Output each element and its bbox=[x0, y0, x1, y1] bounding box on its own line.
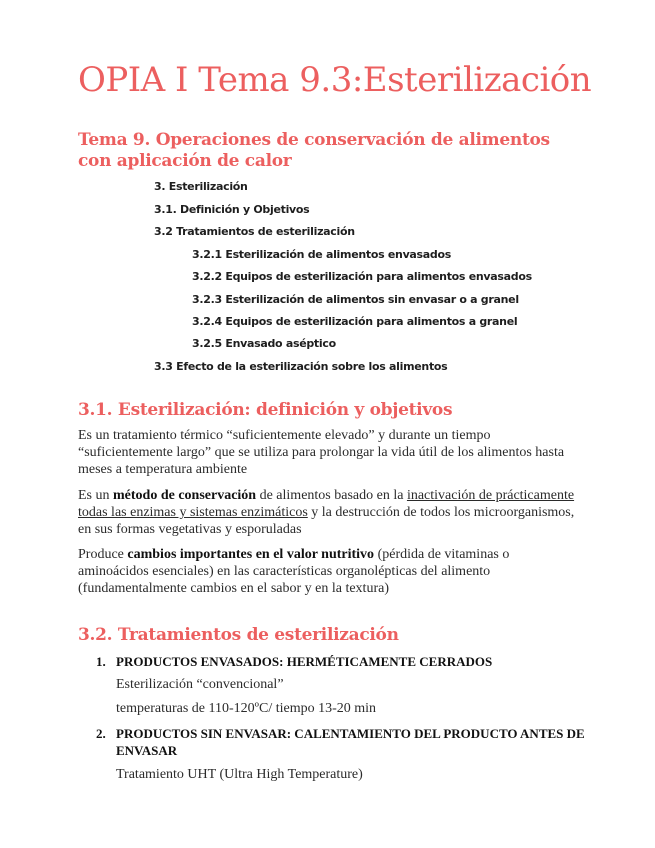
text-run: (pérdida de vitaminas o aminoácidos esenciales) en las características organolépticas del alimento (fundamentalmente cambios en el sabor y en la textura) bbox=[78, 547, 510, 596]
toc-item: 3.3 Efecto de la esterilización sobre los alimentos bbox=[154, 360, 448, 373]
toc-item: 3. Esterilización bbox=[154, 180, 248, 193]
list-number: 1. bbox=[96, 654, 106, 669]
toc-item: 3.2.5 Envasado aséptico bbox=[192, 337, 336, 350]
paragraph-definition: Es un tratamiento térmico “suficientemente elevado” y durante un tiempo “suficientemente largo” que se utiliza para prolongar la vida útil de los alimentos hasta meses a temperatura ambiente bbox=[78, 428, 565, 477]
toc-item: 3.2.1 Esterilización de alimentos envasados bbox=[192, 248, 452, 261]
paragraph-method bbox=[78, 487, 578, 538]
text-run: de alimentos basado en la bbox=[256, 488, 407, 503]
underlined-term: inactivación de prácticamente todas las enzimas y sistemas enzimáticos bbox=[78, 488, 575, 520]
list-item-heading: PRODUCTOS SIN ENVASAR: CALENTAMIENTO DEL PRODUCTO ANTES DE ENVASAR bbox=[116, 726, 585, 758]
text-run: y la destrucción de todos los microorganismos, en sus formas vegetativas y esporuladas bbox=[78, 505, 575, 537]
list-item-detail: Esterilización “convencional” bbox=[116, 677, 284, 692]
toc-item: 3.2.3 Esterilización de alimentos sin envasar o a granel bbox=[192, 293, 519, 306]
list-item-detail: Tratamiento UHT (Ultra High Temperature) bbox=[116, 767, 363, 782]
paragraph-effects bbox=[78, 546, 578, 597]
list-item-detail: temperaturas de 110-120ºC/ tiempo 13-20 min bbox=[116, 701, 377, 716]
heading-3-1: 3.1. Esterilización: definición y objetivos bbox=[78, 400, 453, 420]
text-run: Es un bbox=[78, 488, 113, 503]
toc-item: 3.2.4 Equipos de esterilización para alimentos a granel bbox=[192, 315, 518, 328]
bold-term: cambios importantes en el valor nutritivo bbox=[127, 547, 375, 562]
text-run: Produce bbox=[78, 547, 128, 562]
list-item-heading: PRODUCTOS ENVASADOS: HERMÉTICAMENTE CERRADOS bbox=[116, 654, 493, 669]
section-heading: Tema 9. Operaciones de conservación de alimentos con aplicación de calor bbox=[78, 130, 550, 171]
toc-item: 3.2 Tratamientos de esterilización bbox=[154, 225, 355, 238]
bold-term: método de conservación bbox=[113, 488, 257, 503]
list-number: 2. bbox=[96, 726, 106, 741]
page-title: OPIA I Tema 9.3:Esterilización bbox=[78, 60, 592, 100]
toc-item: 3.2.2 Equipos de esterilización para alimentos envasados bbox=[192, 270, 532, 283]
toc-item: 3.1. Definición y Objetivos bbox=[154, 203, 310, 216]
heading-3-2: 3.2. Tratamientos de esterilización bbox=[78, 625, 399, 645]
